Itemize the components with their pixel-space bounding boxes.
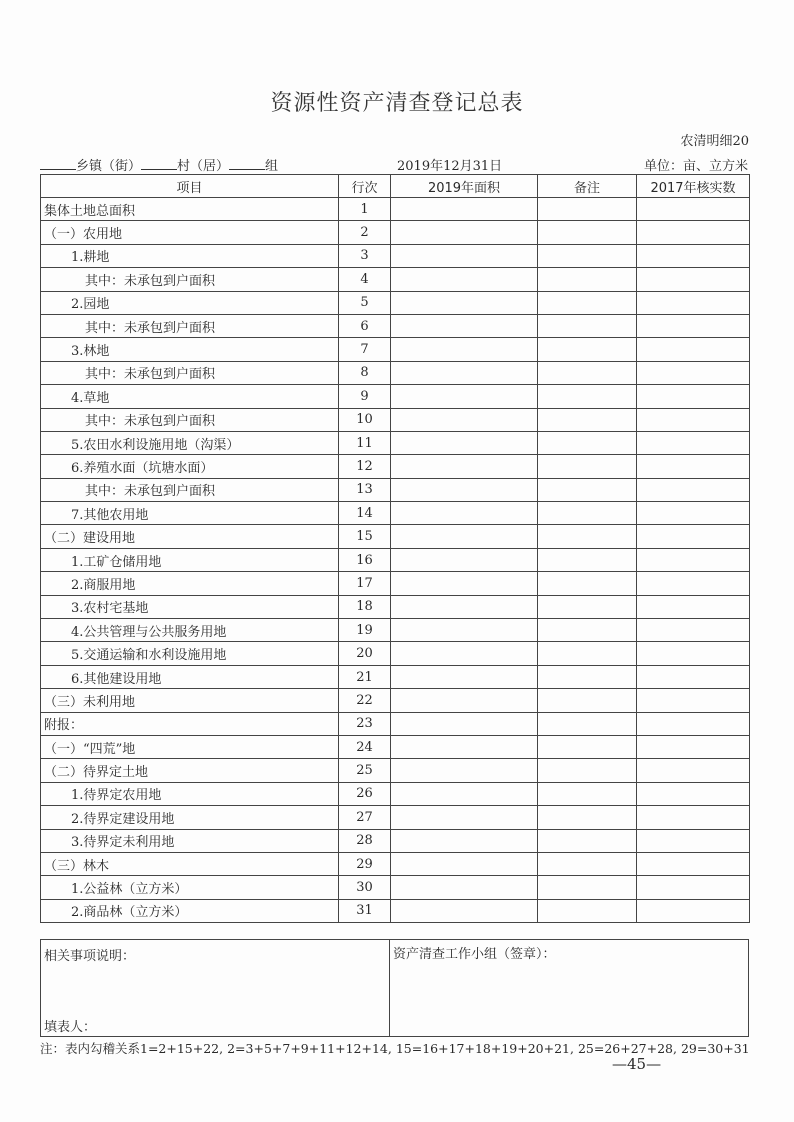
area-2019-cell[interactable] (391, 782, 538, 805)
row-item-label: （三）未利用地 (41, 689, 339, 712)
verified-2017-cell[interactable] (637, 806, 750, 829)
row-item-label: 集体土地总面积 (41, 198, 339, 221)
remark-cell[interactable] (538, 829, 637, 852)
remark-cell[interactable] (538, 221, 637, 244)
row-number: 25 (339, 759, 391, 782)
form-title: 资源性资产清查登记总表 (270, 91, 524, 116)
remark-cell[interactable] (538, 572, 637, 595)
group-label: 组 (265, 159, 279, 174)
area-2019-cell[interactable] (391, 525, 538, 548)
verified-2017-cell[interactable] (637, 431, 750, 454)
table-row (41, 829, 750, 852)
verified-2017-cell[interactable] (637, 291, 750, 314)
row-number: 1 (339, 198, 391, 221)
area-2019-cell[interactable] (391, 385, 538, 408)
row-number: 29 (339, 852, 391, 875)
table-row (41, 595, 750, 618)
town-label: 乡镇（街） (76, 159, 142, 174)
row-number: 23 (339, 712, 391, 735)
verified-2017-cell[interactable] (637, 665, 750, 688)
row-number: 4 (339, 268, 391, 291)
row-number: 11 (339, 431, 391, 454)
area-2019-cell[interactable] (391, 619, 538, 642)
form-code: 农清明细20 (680, 134, 749, 149)
verified-2017-cell[interactable] (637, 221, 750, 244)
verified-2017-cell[interactable] (637, 314, 750, 337)
area-2019-cell[interactable] (391, 806, 538, 829)
area-2019-cell[interactable] (391, 502, 538, 525)
row-item-label: 3.林地 (41, 338, 339, 361)
remark-cell[interactable] (538, 899, 637, 922)
verified-2017-cell[interactable] (637, 595, 750, 618)
row-item-label: 1.公益林（立方米） (41, 876, 339, 899)
table-header-row (41, 175, 750, 198)
row-item-label: 1.耕地 (41, 244, 339, 267)
town-blank[interactable] (40, 157, 76, 170)
remark-cell[interactable] (538, 431, 637, 454)
area-2019-cell[interactable] (391, 548, 538, 571)
row-number: 5 (339, 291, 391, 314)
village-blank[interactable] (141, 157, 177, 170)
area-2019-cell[interactable] (391, 221, 538, 244)
row-number: 21 (339, 665, 391, 688)
row-item-label: 7.其他农用地 (41, 502, 339, 525)
row-item-label: 其中：未承包到户面积 (41, 314, 339, 337)
header-remark: 备注 (538, 175, 637, 198)
report-date: 2019年12月31日 (397, 159, 503, 174)
table-row (41, 782, 750, 805)
table-row (41, 899, 750, 922)
remark-cell[interactable] (538, 782, 637, 805)
area-2019-cell[interactable] (391, 665, 538, 688)
footnote: 注：表内勾稽关系1=2+15+22, 2=3+5+7+9+11+12+14, 15=16+17+18+19+20+21, 25=26+27+28, 29=30+31 (40, 1041, 750, 1056)
area-2019-cell[interactable] (391, 876, 538, 899)
row-number: 27 (339, 806, 391, 829)
remark-cell[interactable] (538, 876, 637, 899)
row-item-label: 其中：未承包到户面积 (41, 408, 339, 431)
team-seal-label: 资产清查工作小组（签章）： (393, 947, 556, 962)
remark-cell[interactable] (538, 735, 637, 758)
table-row (41, 548, 750, 571)
area-2019-cell[interactable] (391, 244, 538, 267)
remark-cell[interactable] (538, 478, 637, 501)
row-item-label: 其中：未承包到户面积 (41, 361, 339, 384)
verified-2017-cell[interactable] (637, 619, 750, 642)
row-number: 12 (339, 455, 391, 478)
verified-2017-cell[interactable] (637, 268, 750, 291)
row-item-label: 2.待界定建设用地 (41, 806, 339, 829)
row-number: 22 (339, 689, 391, 712)
verified-2017-cell[interactable] (637, 361, 750, 384)
row-number: 3 (339, 244, 391, 267)
unit-label: 单位：亩、立方米 (643, 159, 748, 174)
table-row (41, 712, 750, 735)
group-blank[interactable] (229, 157, 265, 170)
table-row (41, 268, 750, 291)
row-number: 28 (339, 829, 391, 852)
row-number: 30 (339, 876, 391, 899)
area-2019-cell[interactable] (391, 572, 538, 595)
row-item-label: 1.待界定农用地 (41, 782, 339, 805)
row-number: 24 (339, 735, 391, 758)
table-row (41, 198, 750, 221)
verified-2017-cell[interactable] (637, 782, 750, 805)
table-row (41, 759, 750, 782)
filler-label: 填表人： (44, 1020, 97, 1035)
remark-cell[interactable] (538, 665, 637, 688)
area-2019-cell[interactable] (391, 338, 538, 361)
verified-2017-cell[interactable] (637, 759, 750, 782)
remark-cell[interactable] (538, 548, 637, 571)
area-2019-cell[interactable] (391, 431, 538, 454)
area-2019-cell[interactable] (391, 595, 538, 618)
area-2019-cell[interactable] (391, 829, 538, 852)
area-2019-cell[interactable] (391, 735, 538, 758)
remark-cell[interactable] (538, 619, 637, 642)
remark-cell[interactable] (538, 689, 637, 712)
verified-2017-cell[interactable] (637, 689, 750, 712)
remark-cell[interactable] (538, 268, 637, 291)
page-number: —45— (612, 1055, 662, 1073)
verified-2017-cell[interactable] (637, 338, 750, 361)
row-item-label: （一）“四荒”地 (41, 735, 339, 758)
area-2019-cell[interactable] (391, 314, 538, 337)
table-row (41, 525, 750, 548)
table-row (41, 852, 750, 875)
area-2019-cell[interactable] (391, 852, 538, 875)
table-row (41, 385, 750, 408)
row-number: 9 (339, 385, 391, 408)
row-item-label: 2.商服用地 (41, 572, 339, 595)
area-2019-cell[interactable] (391, 408, 538, 431)
row-item-label: （二）建设用地 (41, 525, 339, 548)
verified-2017-cell[interactable] (637, 642, 750, 665)
remark-cell[interactable] (538, 455, 637, 478)
table-row (41, 806, 750, 829)
row-number: 10 (339, 408, 391, 431)
table-row (41, 478, 750, 501)
row-number: 31 (339, 899, 391, 922)
verified-2017-cell[interactable] (637, 408, 750, 431)
row-item-label: 其中：未承包到户面积 (41, 268, 339, 291)
row-number: 15 (339, 525, 391, 548)
row-number: 8 (339, 361, 391, 384)
remark-cell[interactable] (538, 385, 637, 408)
row-item-label: 6.其他建设用地 (41, 665, 339, 688)
row-item-label: 1.工矿仓储用地 (41, 548, 339, 571)
row-item-label: 2.商品林（立方米） (41, 899, 339, 922)
table-row (41, 572, 750, 595)
verified-2017-cell[interactable] (637, 712, 750, 735)
row-number: 7 (339, 338, 391, 361)
table-row (41, 665, 750, 688)
table-row (41, 876, 750, 899)
verified-2017-cell[interactable] (637, 829, 750, 852)
remark-cell[interactable] (538, 502, 637, 525)
row-item-label: （一）农用地 (41, 221, 339, 244)
table-row (41, 619, 750, 642)
area-2019-cell[interactable] (391, 899, 538, 922)
table-row (41, 735, 750, 758)
area-2019-cell[interactable] (391, 478, 538, 501)
header-verified-2017: 2017年核实数 (637, 175, 750, 198)
table-row (41, 244, 750, 267)
remark-cell[interactable] (538, 712, 637, 735)
area-2019-cell[interactable] (391, 268, 538, 291)
verified-2017-cell[interactable] (637, 385, 750, 408)
row-number: 18 (339, 595, 391, 618)
remark-cell[interactable] (538, 244, 637, 267)
row-item-label: 2.园地 (41, 291, 339, 314)
row-item-label: 6.养殖水面（坑塘水面） (41, 455, 339, 478)
table-row (41, 361, 750, 384)
remarks-box[interactable] (41, 940, 390, 1036)
remark-cell[interactable] (538, 642, 637, 665)
header-row-no: 行次 (339, 175, 391, 198)
remark-cell[interactable] (538, 198, 637, 221)
remark-cell[interactable] (538, 314, 637, 337)
header-item: 项目 (41, 175, 339, 198)
verified-2017-cell[interactable] (637, 478, 750, 501)
remark-cell[interactable] (538, 806, 637, 829)
verified-2017-cell[interactable] (637, 899, 750, 922)
row-number: 13 (339, 478, 391, 501)
table-row (41, 689, 750, 712)
area-2019-cell[interactable] (391, 361, 538, 384)
row-item-label: 3.待界定未利用地 (41, 829, 339, 852)
verified-2017-cell[interactable] (637, 876, 750, 899)
verified-2017-cell[interactable] (637, 852, 750, 875)
verified-2017-cell[interactable] (637, 198, 750, 221)
signature-section (40, 939, 749, 1037)
row-item-label: （三）林木 (41, 852, 339, 875)
verified-2017-cell[interactable] (637, 244, 750, 267)
form-subheader (40, 155, 748, 173)
row-item-label: 3.农村宅基地 (41, 595, 339, 618)
verified-2017-cell[interactable] (637, 502, 750, 525)
remark-cell[interactable] (538, 759, 637, 782)
table-row (41, 221, 750, 244)
area-2019-cell[interactable] (391, 759, 538, 782)
header-area-2019: 2019年面积 (391, 175, 538, 198)
remark-cell[interactable] (538, 525, 637, 548)
row-item-label: 4.公共管理与公共服务用地 (41, 619, 339, 642)
verified-2017-cell[interactable] (637, 525, 750, 548)
village-label: 村（居） (177, 159, 230, 174)
location-fields (40, 155, 278, 174)
row-item-label: （二）待界定土地 (41, 759, 339, 782)
row-number: 14 (339, 502, 391, 525)
verified-2017-cell[interactable] (637, 455, 750, 478)
area-2019-cell[interactable] (391, 198, 538, 221)
table-row (41, 338, 750, 361)
row-number: 16 (339, 548, 391, 571)
verified-2017-cell[interactable] (637, 548, 750, 571)
row-item-label: 4.草地 (41, 385, 339, 408)
row-number: 17 (339, 572, 391, 595)
table-row (41, 455, 750, 478)
verified-2017-cell[interactable] (637, 735, 750, 758)
row-item-label: 5.交通运输和水利设施用地 (41, 642, 339, 665)
remark-cell[interactable] (538, 595, 637, 618)
remark-cell[interactable] (538, 338, 637, 361)
row-item-label: 5.农田水利设施用地（沟渠） (41, 431, 339, 454)
area-2019-cell[interactable] (391, 689, 538, 712)
row-item-label: 附报： (41, 712, 339, 735)
table-row (41, 642, 750, 665)
table-row (41, 314, 750, 337)
verified-2017-cell[interactable] (637, 572, 750, 595)
remark-cell[interactable] (538, 852, 637, 875)
area-2019-cell[interactable] (391, 712, 538, 735)
row-number: 26 (339, 782, 391, 805)
area-2019-cell[interactable] (391, 642, 538, 665)
remarks-label: 相关事项说明： (44, 949, 136, 964)
table-row (41, 502, 750, 525)
area-2019-cell[interactable] (391, 455, 538, 478)
remark-cell[interactable] (538, 361, 637, 384)
table-row (41, 431, 750, 454)
table-row (41, 291, 750, 314)
row-number: 2 (339, 221, 391, 244)
row-number: 19 (339, 619, 391, 642)
table-row (41, 408, 750, 431)
asset-table (40, 174, 750, 923)
row-number: 20 (339, 642, 391, 665)
remark-cell[interactable] (538, 291, 637, 314)
row-number: 6 (339, 314, 391, 337)
remark-cell[interactable] (538, 408, 637, 431)
row-item-label: 其中：未承包到户面积 (41, 478, 339, 501)
area-2019-cell[interactable] (391, 291, 538, 314)
